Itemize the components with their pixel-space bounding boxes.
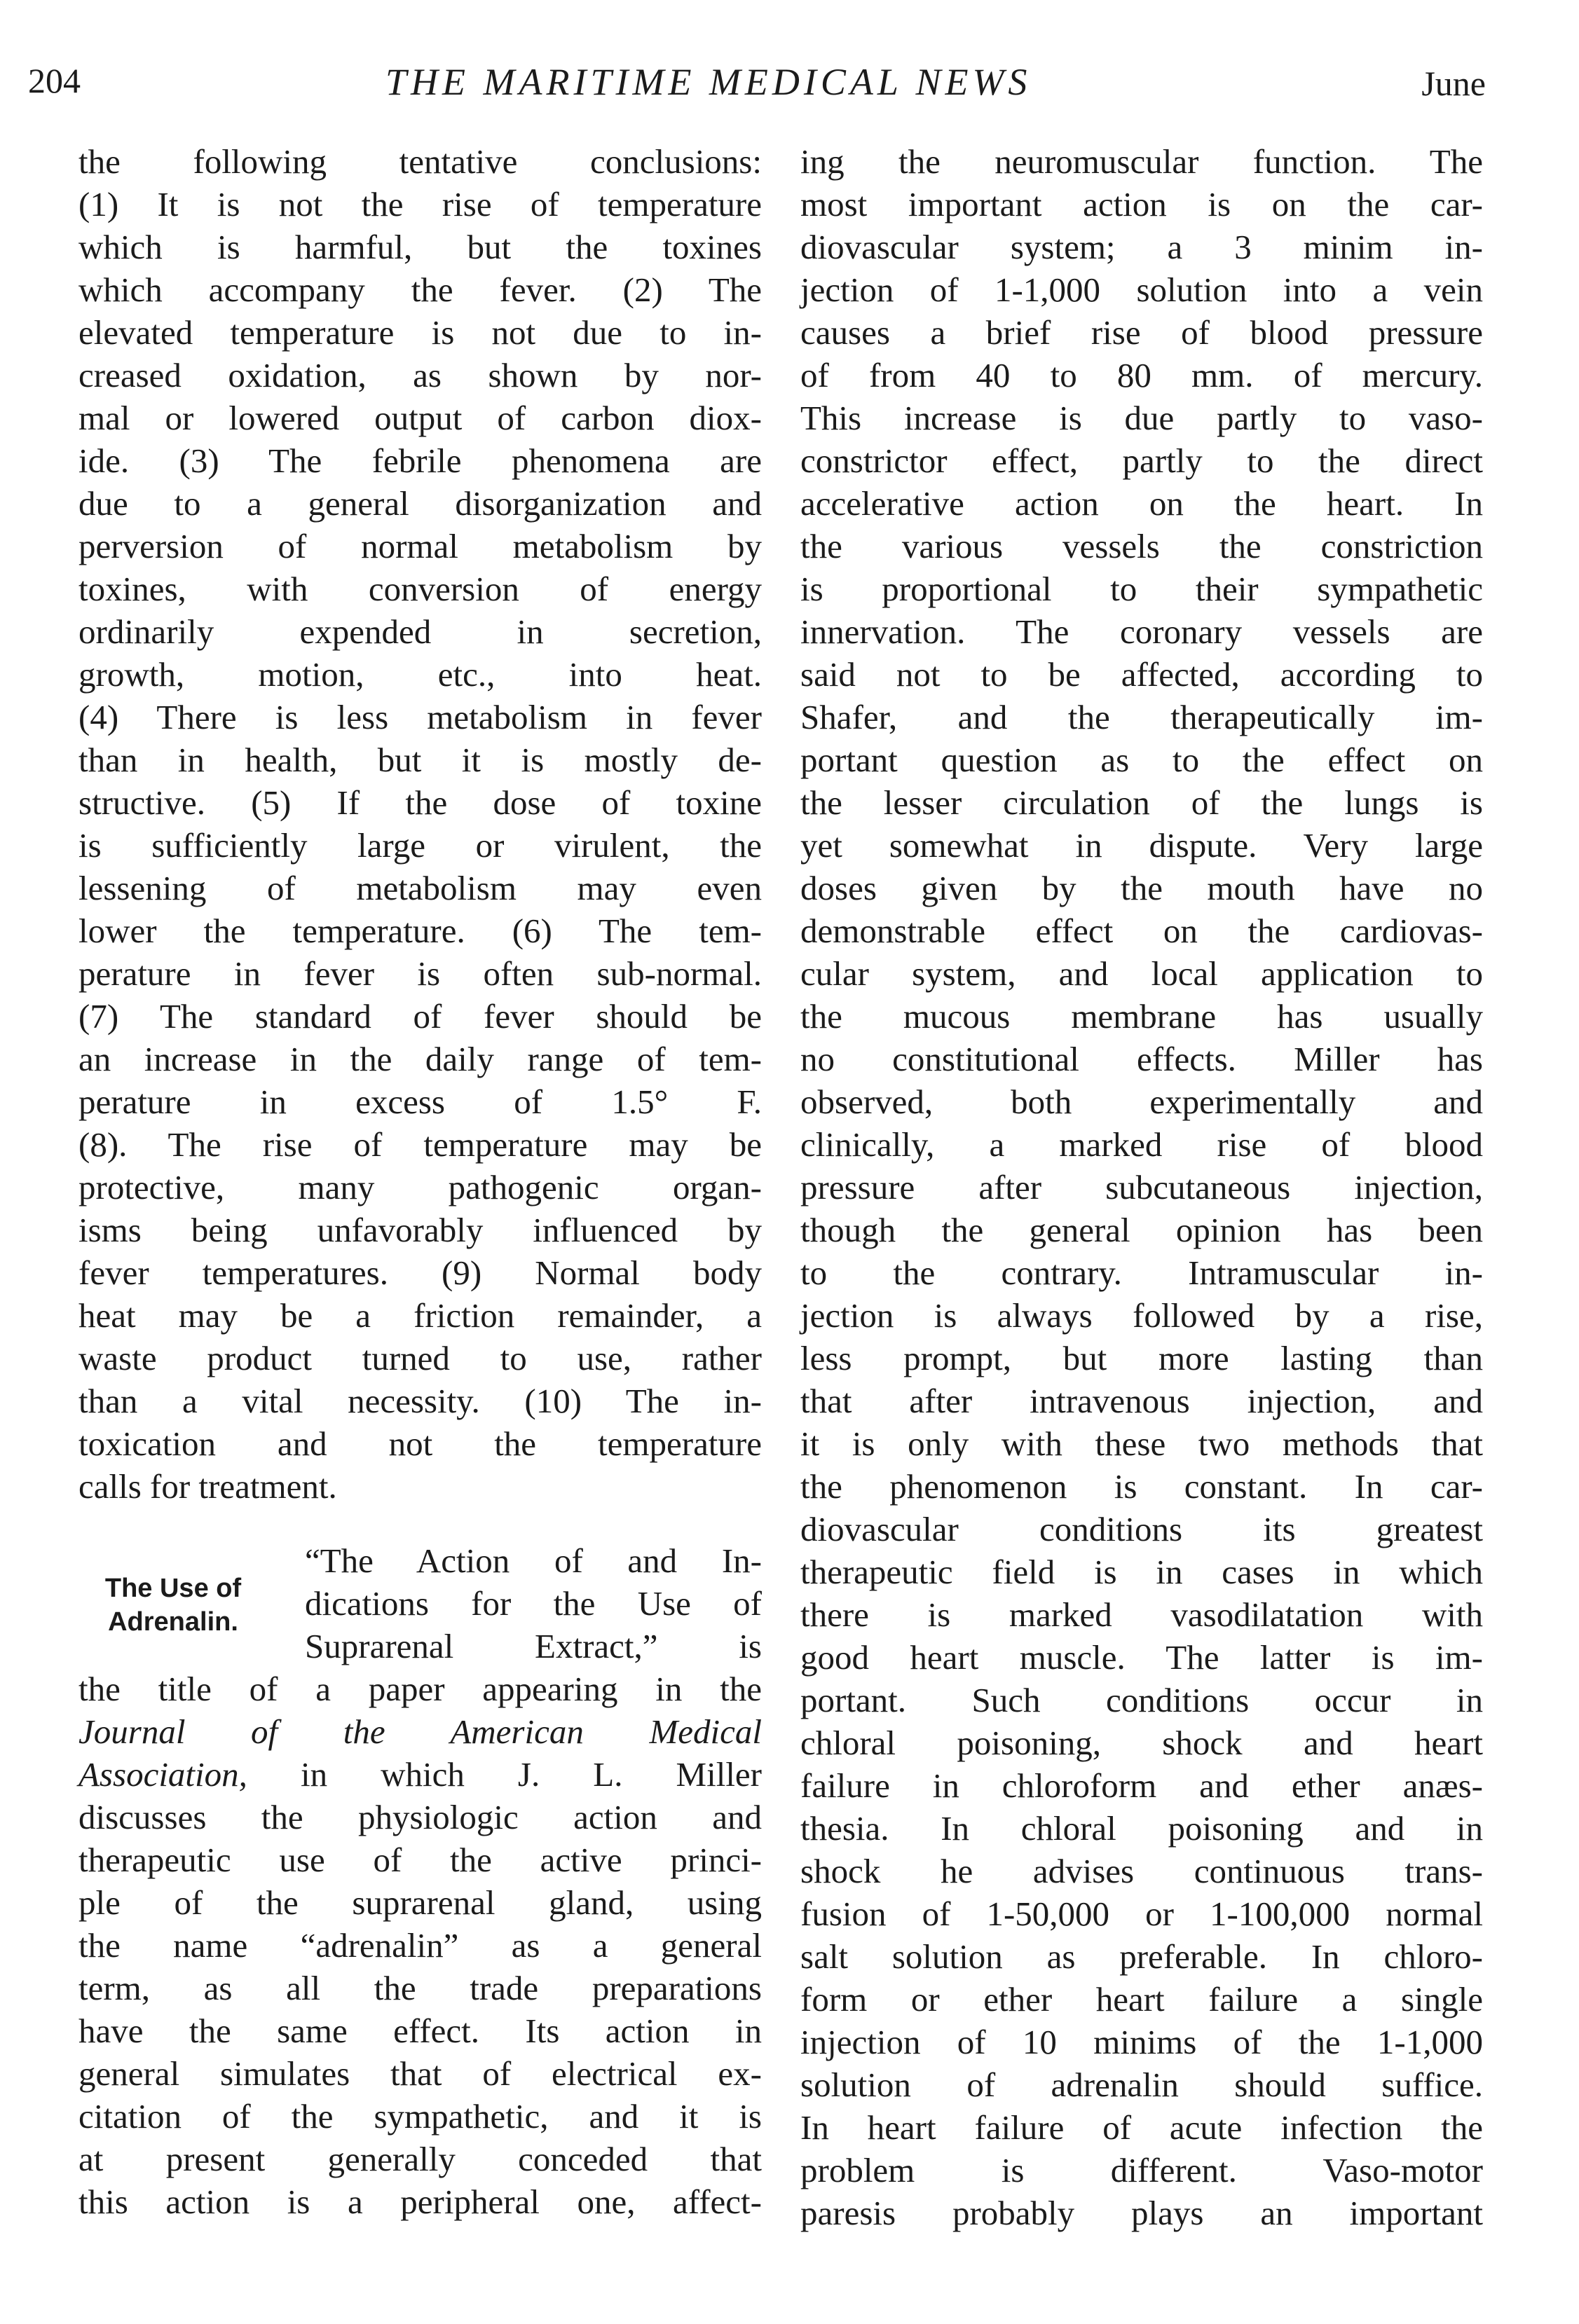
text-line: doses given by the mouth have no (800, 869, 1483, 907)
section-sidehead (78, 1572, 268, 1639)
text-line: this action is a peripheral one, affect- (78, 2182, 762, 2221)
text-line: (4) There is less metabolism in fever (78, 698, 762, 736)
journal-title: THE MARITIME MEDICAL NEWS (385, 61, 1032, 103)
text-line: though the general opinion has been (800, 1211, 1483, 1249)
text-line: shock he advises continuous trans- (800, 1852, 1483, 1890)
text-line: elevated temperature is not due to in- (78, 313, 762, 352)
text-line: fusion of 1-50,000 or 1-100,000 normal (800, 1895, 1483, 1933)
text-line: chloral poisoning, shock and heart (800, 1724, 1483, 1762)
text-line: less prompt, but more lasting than (800, 1339, 1483, 1377)
text-line: form or ether heart failure a single (800, 1980, 1483, 2019)
text-line: clinically, a marked rise of blood (800, 1125, 1483, 1164)
text-line: protective, many pathogenic organ- (78, 1168, 762, 1206)
text-line: Suprarenal Extract,” is (305, 1627, 762, 1665)
text-line: This increase is due partly to vaso- (800, 399, 1483, 437)
text-line: jection is always followed by a rise, (800, 1296, 1483, 1335)
text-line: structive. (5) If the dose of toxine (78, 783, 762, 822)
text-line: toxines, with conversion of energy (78, 570, 762, 608)
text-line: perature in fever is often sub-normal. (78, 954, 762, 993)
text-line: ple of the suprarenal gland, using (78, 1883, 762, 1922)
text-line: the mucous membrane has usually (800, 997, 1483, 1036)
text-line: said not to be affected, according to (800, 655, 1483, 694)
text-line: citation of the sympathetic, and it is (78, 2097, 762, 2136)
text-line: isms being unfavorably influenced by (78, 1211, 762, 1249)
text-line: mal or lowered output of carbon diox- (78, 399, 762, 437)
text-line: there is marked vasodilatation with (800, 1595, 1483, 1634)
text-line: to the contrary. Intramuscular in- (800, 1253, 1483, 1292)
text-line: In heart failure of acute infection the (800, 2108, 1483, 2147)
text-line: demonstrable effect on the cardiovas- (800, 912, 1483, 950)
sidehead-line: Adrenalin. (108, 1607, 238, 1637)
text-line: (1) It is not the rise of temperature (78, 185, 762, 224)
text-line: fever temperatures. (9) Normal body (78, 1253, 762, 1292)
text-line: discusses the physiologic action and (78, 1798, 762, 1836)
left-column (78, 140, 762, 2223)
text-line: waste product turned to use, rather (78, 1339, 762, 1377)
right-body-paragraph (800, 140, 1483, 2234)
text-line: the phenomenon is constant. In car- (800, 1467, 1483, 1506)
text-line: is proportional to their sympathetic (800, 570, 1483, 608)
text-line: heat may be a friction remainder, a (78, 1296, 762, 1335)
text-line: problem is different. Vaso-motor (800, 2151, 1483, 2189)
text-line: Shafer, and the therapeutically im- (800, 698, 1483, 736)
text-line: perversion of normal metabolism by (78, 527, 762, 565)
text-line: ordinarily expended in secretion, (78, 612, 762, 651)
text-line: (8). The rise of temperature may be (78, 1125, 762, 1164)
text-line: jection of 1-1,000 solution into a vein (800, 270, 1483, 309)
running-head (28, 60, 1486, 116)
text-line: paresis probably plays an important (800, 2194, 1483, 2232)
text-line: “The Action of and In- (305, 1541, 762, 1580)
text-line: diovascular system; a 3 minim in- (800, 228, 1483, 266)
text-line: salt solution as preferable. In chloro- (800, 1937, 1483, 1976)
text-line: diovascular conditions its greatest (800, 1510, 1483, 1548)
text-line: accelerative action on the heart. In (800, 484, 1483, 523)
text-line: it is only with these two methods that (800, 1424, 1483, 1463)
text-line: portant. Such conditions occur in (800, 1681, 1483, 1719)
text-line: growth, motion, etc., into heat. (78, 655, 762, 694)
text-line: the title of a paper appearing in the (78, 1670, 762, 1708)
text-line: therapeutic use of the active princi- (78, 1841, 762, 1879)
text-line: no constitutional effects. Miller has (800, 1040, 1483, 1078)
text-line: than in health, but it is mostly de- (78, 741, 762, 779)
text-line: portant question as to the effect on (800, 741, 1483, 779)
text-line: failure in chloroform and ether anæs- (800, 1766, 1483, 1805)
text-line: most important action is on the car- (800, 185, 1483, 224)
text-fragment: in which J. L. Miller (247, 1755, 762, 1794)
text-line-italic: Journal of the American Medical (78, 1712, 762, 1751)
sidehead-line: The Use of (104, 1574, 242, 1603)
text-line: is sufficiently large or virulent, the (78, 826, 762, 865)
text-line: injection of 10 minims of the 1-1,000 (800, 2023, 1483, 2061)
text-line: causes a brief rise of blood pressure (800, 313, 1483, 352)
text-line: have the same effect. Its action in (78, 2012, 762, 2050)
text-line: pressure after subcutaneous injection, (800, 1168, 1483, 1206)
left-body-paragraph (78, 1796, 762, 2223)
text-line: (7) The standard of fever should be (78, 997, 762, 1036)
text-line: the various vessels the constriction (800, 527, 1483, 565)
text-line: an increase in the daily range of tem- (78, 1040, 762, 1078)
text-line: which accompany the fever. (2) The (78, 270, 762, 309)
text-line: yet somewhat in dispute. Very large (800, 826, 1483, 865)
text-line: of from 40 to 80 mm. of mercury. (800, 356, 1483, 394)
text-line: lessening of metabolism may even (78, 869, 762, 907)
text-line: ing the neuromuscular function. The (800, 142, 1483, 181)
journal-citation: Association, (78, 1755, 247, 1794)
text-line: ide. (3) The febrile phenomena are (78, 441, 762, 480)
text-line: at present generally conceded that (78, 2140, 762, 2178)
text-line: dications for the Use of (305, 1584, 762, 1623)
right-column (800, 140, 1483, 2234)
text-line: constrictor effect, partly to the direct (800, 441, 1483, 480)
text-line: the lesser circulation of the lungs is (800, 783, 1483, 822)
text-line: term, as all the trade preparations (78, 1969, 762, 2007)
text-line (78, 1753, 762, 1796)
text-line: creased oxidation, as shown by nor- (78, 356, 762, 394)
text-line: the following tentative conclusions: (78, 142, 762, 181)
text-line: lower the temperature. (6) The tem- (78, 912, 762, 950)
text-line: good heart muscle. The latter is im- (800, 1638, 1483, 1677)
section-first-lines (305, 1539, 762, 1668)
text-line: therapeutic field is in cases in which (800, 1553, 1483, 1591)
section-gap (78, 1508, 762, 1539)
text-line: thesia. In chloral poisoning and in (800, 1809, 1483, 1848)
text-line: the name “adrenalin” as a general (78, 1926, 762, 1965)
text-line: innervation. The coronary vessels are (800, 612, 1483, 651)
text-line: general simulates that of electrical ex- (78, 2054, 762, 2093)
text-line: cular system, and local application to (800, 954, 1483, 993)
text-line: that after intravenous injection, and (800, 1382, 1483, 1420)
text-line: than a vital necessity. (10) The in- (78, 1382, 762, 1420)
text-line: due to a general disorganization and (78, 484, 762, 523)
text-line: calls for treatment. (78, 1467, 337, 1506)
text-line: perature in excess of 1.5° F. (78, 1082, 762, 1121)
page-number: 204 (28, 61, 81, 100)
text-line: observed, both experimentally and (800, 1082, 1483, 1121)
issue-month: June (1421, 64, 1486, 103)
adrenalin-section-opening (78, 1539, 762, 1668)
text-line: solution of adrenalin should suffice. (800, 2065, 1483, 2104)
text-line: which is harmful, but the toxines (78, 228, 762, 266)
left-intro-paragraph (78, 140, 762, 1508)
text-line: toxication and not the temperature (78, 1424, 762, 1463)
